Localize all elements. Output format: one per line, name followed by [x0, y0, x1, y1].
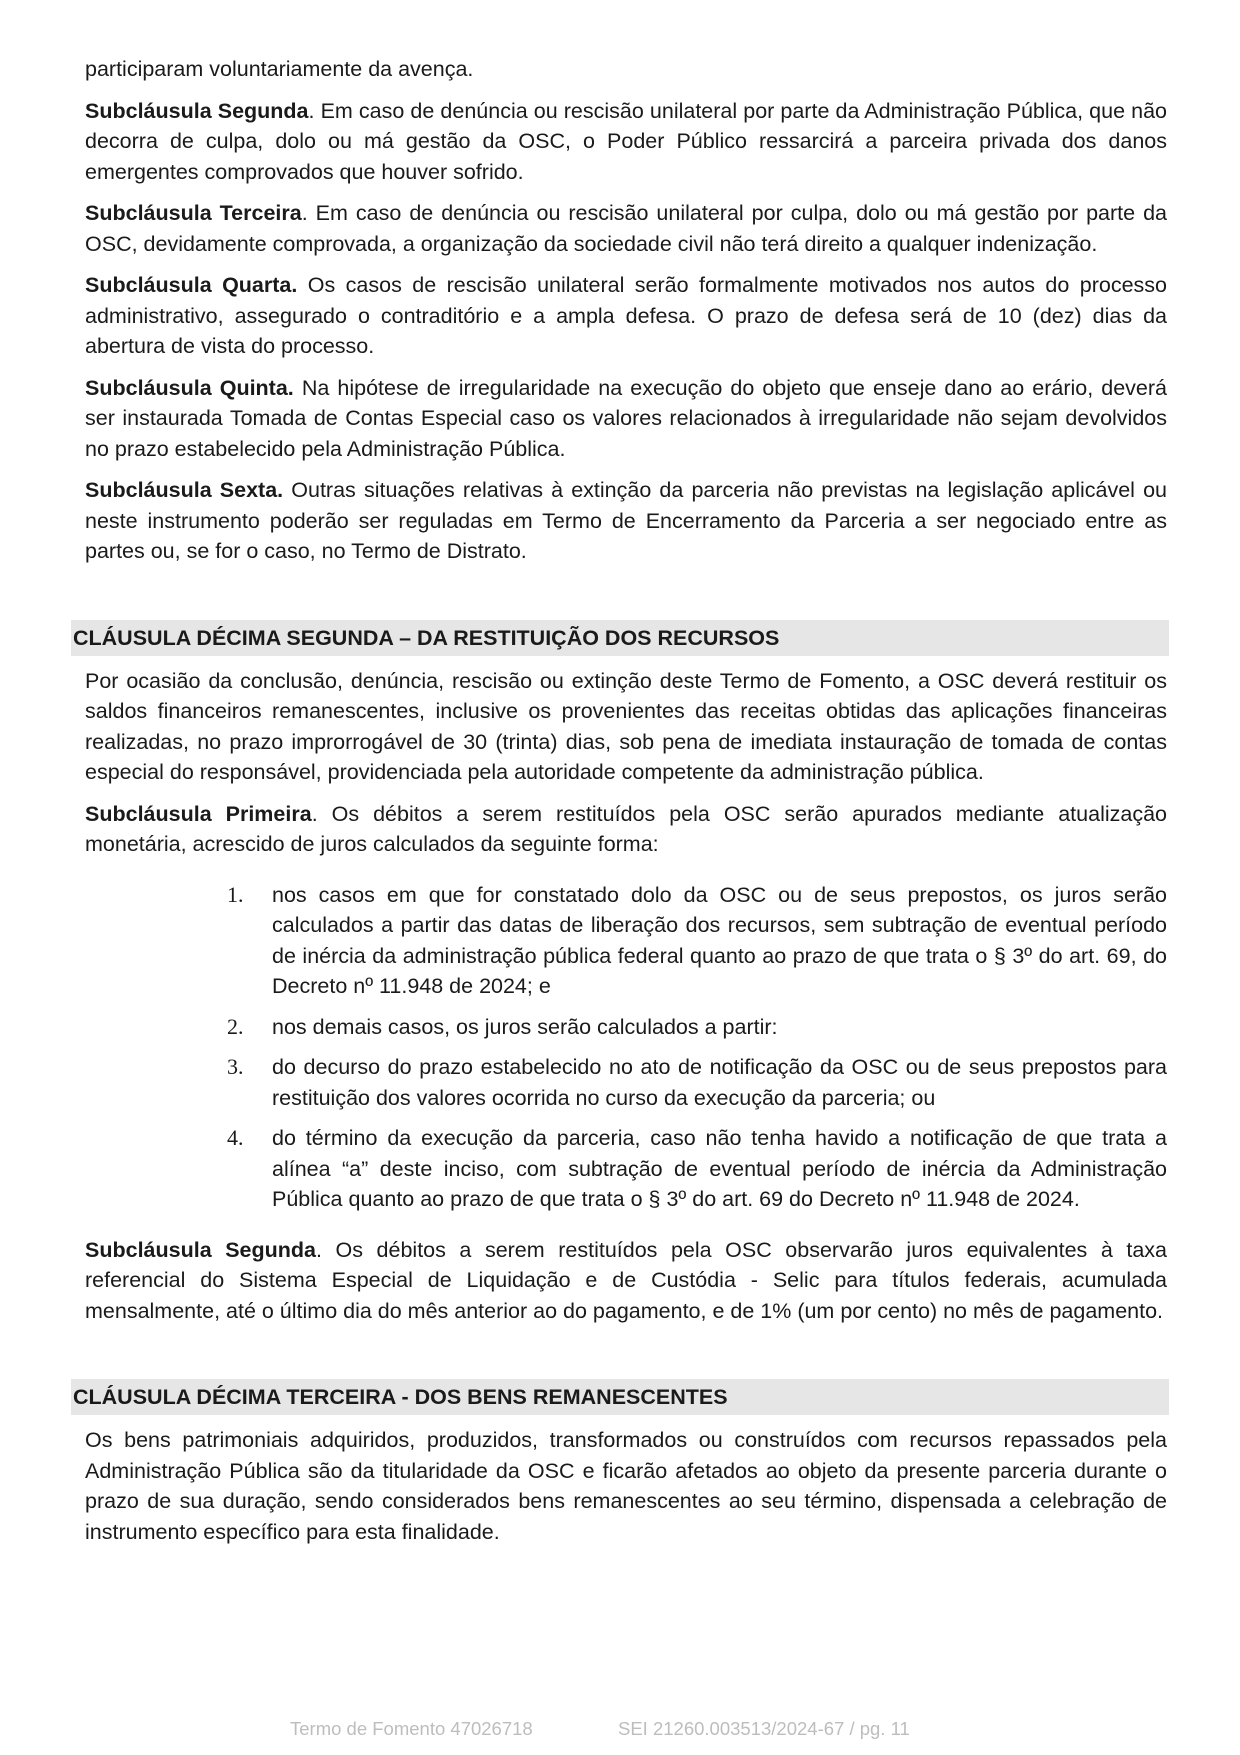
subclause-quinta	[85, 373, 1167, 465]
list-item-text: nos demais casos, os juros serão calculados a partir:	[272, 1014, 778, 1039]
list-number: 1.	[227, 881, 244, 907]
list-item	[85, 880, 1167, 1002]
paragraph-text: Os casos de rescisão unilateral serão formalmente motivados nos autos do processo administrativo, assegurado o contraditório e a ampla defesa. O prazo de defesa será de 10 (dez) dias da abertura de vista do processo.	[85, 273, 1167, 358]
subclause-lead: Subcláusula Quinta.	[85, 375, 294, 400]
subclause-primeira	[85, 799, 1167, 860]
paragraph-continuation	[85, 54, 1167, 85]
paragraph-text: . Em caso de denúncia ou rescisão unilateral por culpa, dolo ou má gestão por parte da OSC, devidamente comprovada, a organização da sociedade civil não terá direito a qualquer indenização.	[85, 201, 1167, 256]
list-number: 3.	[227, 1054, 244, 1079]
section-spacer	[85, 1337, 1167, 1379]
subclause-lead: Subcláusula Quarta.	[85, 273, 298, 297]
subclause-segunda	[85, 96, 1167, 188]
list-item	[85, 1052, 1167, 1113]
list-item-text: do decurso do prazo estabelecido no ato de notificação da OSC ou de seus prepostos para restituição dos valores ocorrida no curso da execução da parceria; ou	[272, 1055, 1167, 1110]
paragraph-text: . Em caso de denúncia ou rescisão unilateral por parte da Administração Pública, que não decorra de culpa, dolo ou má gestão da OSC, o Poder Público ressarcirá a parceira privada dos danos emergentes comprovados que houver sofrido.	[85, 98, 1167, 184]
paragraph-text: . Os débitos a serem restituídos pela OSC observarão juros equivalentes à taxa referencial do Sistema Especial de Liquidação e de Custódia - Selic para títulos federais, acumulada mensalmente, até o último dia do mês anterior ao do pagamento, e de 1% (um por cento) no mês de pagamento.	[85, 1237, 1167, 1323]
subclause-quarta	[85, 270, 1167, 362]
interest-list	[85, 880, 1167, 1215]
document-content	[73, 54, 1167, 1558]
subclause-segunda-restituicao	[85, 1235, 1167, 1327]
paragraph-text: participaram voluntariamente da avença.	[85, 57, 474, 81]
list-number: 2.	[227, 1013, 244, 1039]
subclause-lead: Subcláusula Sexta.	[85, 478, 284, 502]
section-heading-13: CLÁUSULA DÉCIMA TERCEIRA - DOS BENS REMANESCENTES	[71, 1379, 1169, 1415]
section-heading-12: CLÁUSULA DÉCIMA SEGUNDA – DA RESTITUIÇÃO DOS RECURSOS	[71, 620, 1169, 656]
footer-document-id: Termo de Fomento 47026718	[290, 1718, 533, 1739]
subclause-lead: Subcláusula Primeira	[85, 801, 312, 826]
list-item-text: nos casos em que for constatado dolo da OSC ou de seus prepostos, os juros serão calculados a partir das datas de liberação dos recursos, sem subtração de eventual período de inércia da administração pública federal quanto ao prazo de que trata o § 3º do art. 69, do Decreto nº 11.948 de 2024; e	[272, 882, 1167, 998]
subclause-terceira	[85, 198, 1167, 259]
paragraph-text: Outras situações relativas à extinção da parceria não previstas na legislação aplicável ou neste instrumento poderão ser reguladas em Termo de Encerramento da Parceria a ser negociado entre as partes ou, se for o caso, no Termo de Distrato.	[85, 478, 1167, 563]
footer-process-page: SEI 21260.003513/2024-67 / pg. 11	[618, 1718, 910, 1739]
list-item	[85, 1123, 1167, 1215]
subclause-lead: Subcláusula Segunda	[85, 98, 309, 123]
section-12-intro: Por ocasião da conclusão, denúncia, rescisão ou extinção deste Termo de Fomento, a OSC deverá restituir os saldos financeiros remanescentes, inclusive os provenientes das receitas obtidas das aplicações financeiras realizadas, no prazo improrrogável de 30 (trinta) dias, sob pena de imediata instauração de tomada de contas especial do responsável, providenciada pela autoridade competente da administração pública.	[85, 668, 1167, 784]
paragraph-text: . Os débitos a serem restituídos pela OSC serão apurados mediante atualização monetária, acrescido de juros calculados da seguinte forma:	[85, 801, 1167, 856]
list-item-text: do término da execução da parceria, caso não tenha havido a notificação de que trata a alínea “a” deste inciso, com subtração de eventual período de inércia da Administração Pública quanto ao prazo de que trata o § 3º do art. 69 do Decreto nº 11.948 de 2024.	[272, 1126, 1167, 1211]
section-spacer	[85, 578, 1167, 620]
subclause-lead: Subcláusula Terceira	[85, 201, 302, 225]
subclause-lead: Subcláusula Segunda	[85, 1237, 316, 1262]
paragraph-text: Na hipótese de irregularidade na execução do objeto que enseje dano ao erário, deverá ser instaurada Tomada de Contas Especial caso os valores relacionados à irregularidade não sejam devolvidos no prazo estabelecido pela Administração Pública.	[85, 375, 1167, 461]
section-13-intro: Os bens patrimoniais adquiridos, produzidos, transformados ou construídos com recursos repassados pela Administração Pública são da titularidade da OSC e ficarão afetados ao objeto da presente parceria durante o prazo de sua duração, sendo considerados bens remanescentes ao seu término, dispensada a celebração de instrumento específico para esta finalidade.	[85, 1428, 1167, 1544]
subclause-sexta	[85, 475, 1167, 567]
list-number: 4.	[227, 1125, 244, 1150]
list-item	[85, 1012, 1167, 1043]
